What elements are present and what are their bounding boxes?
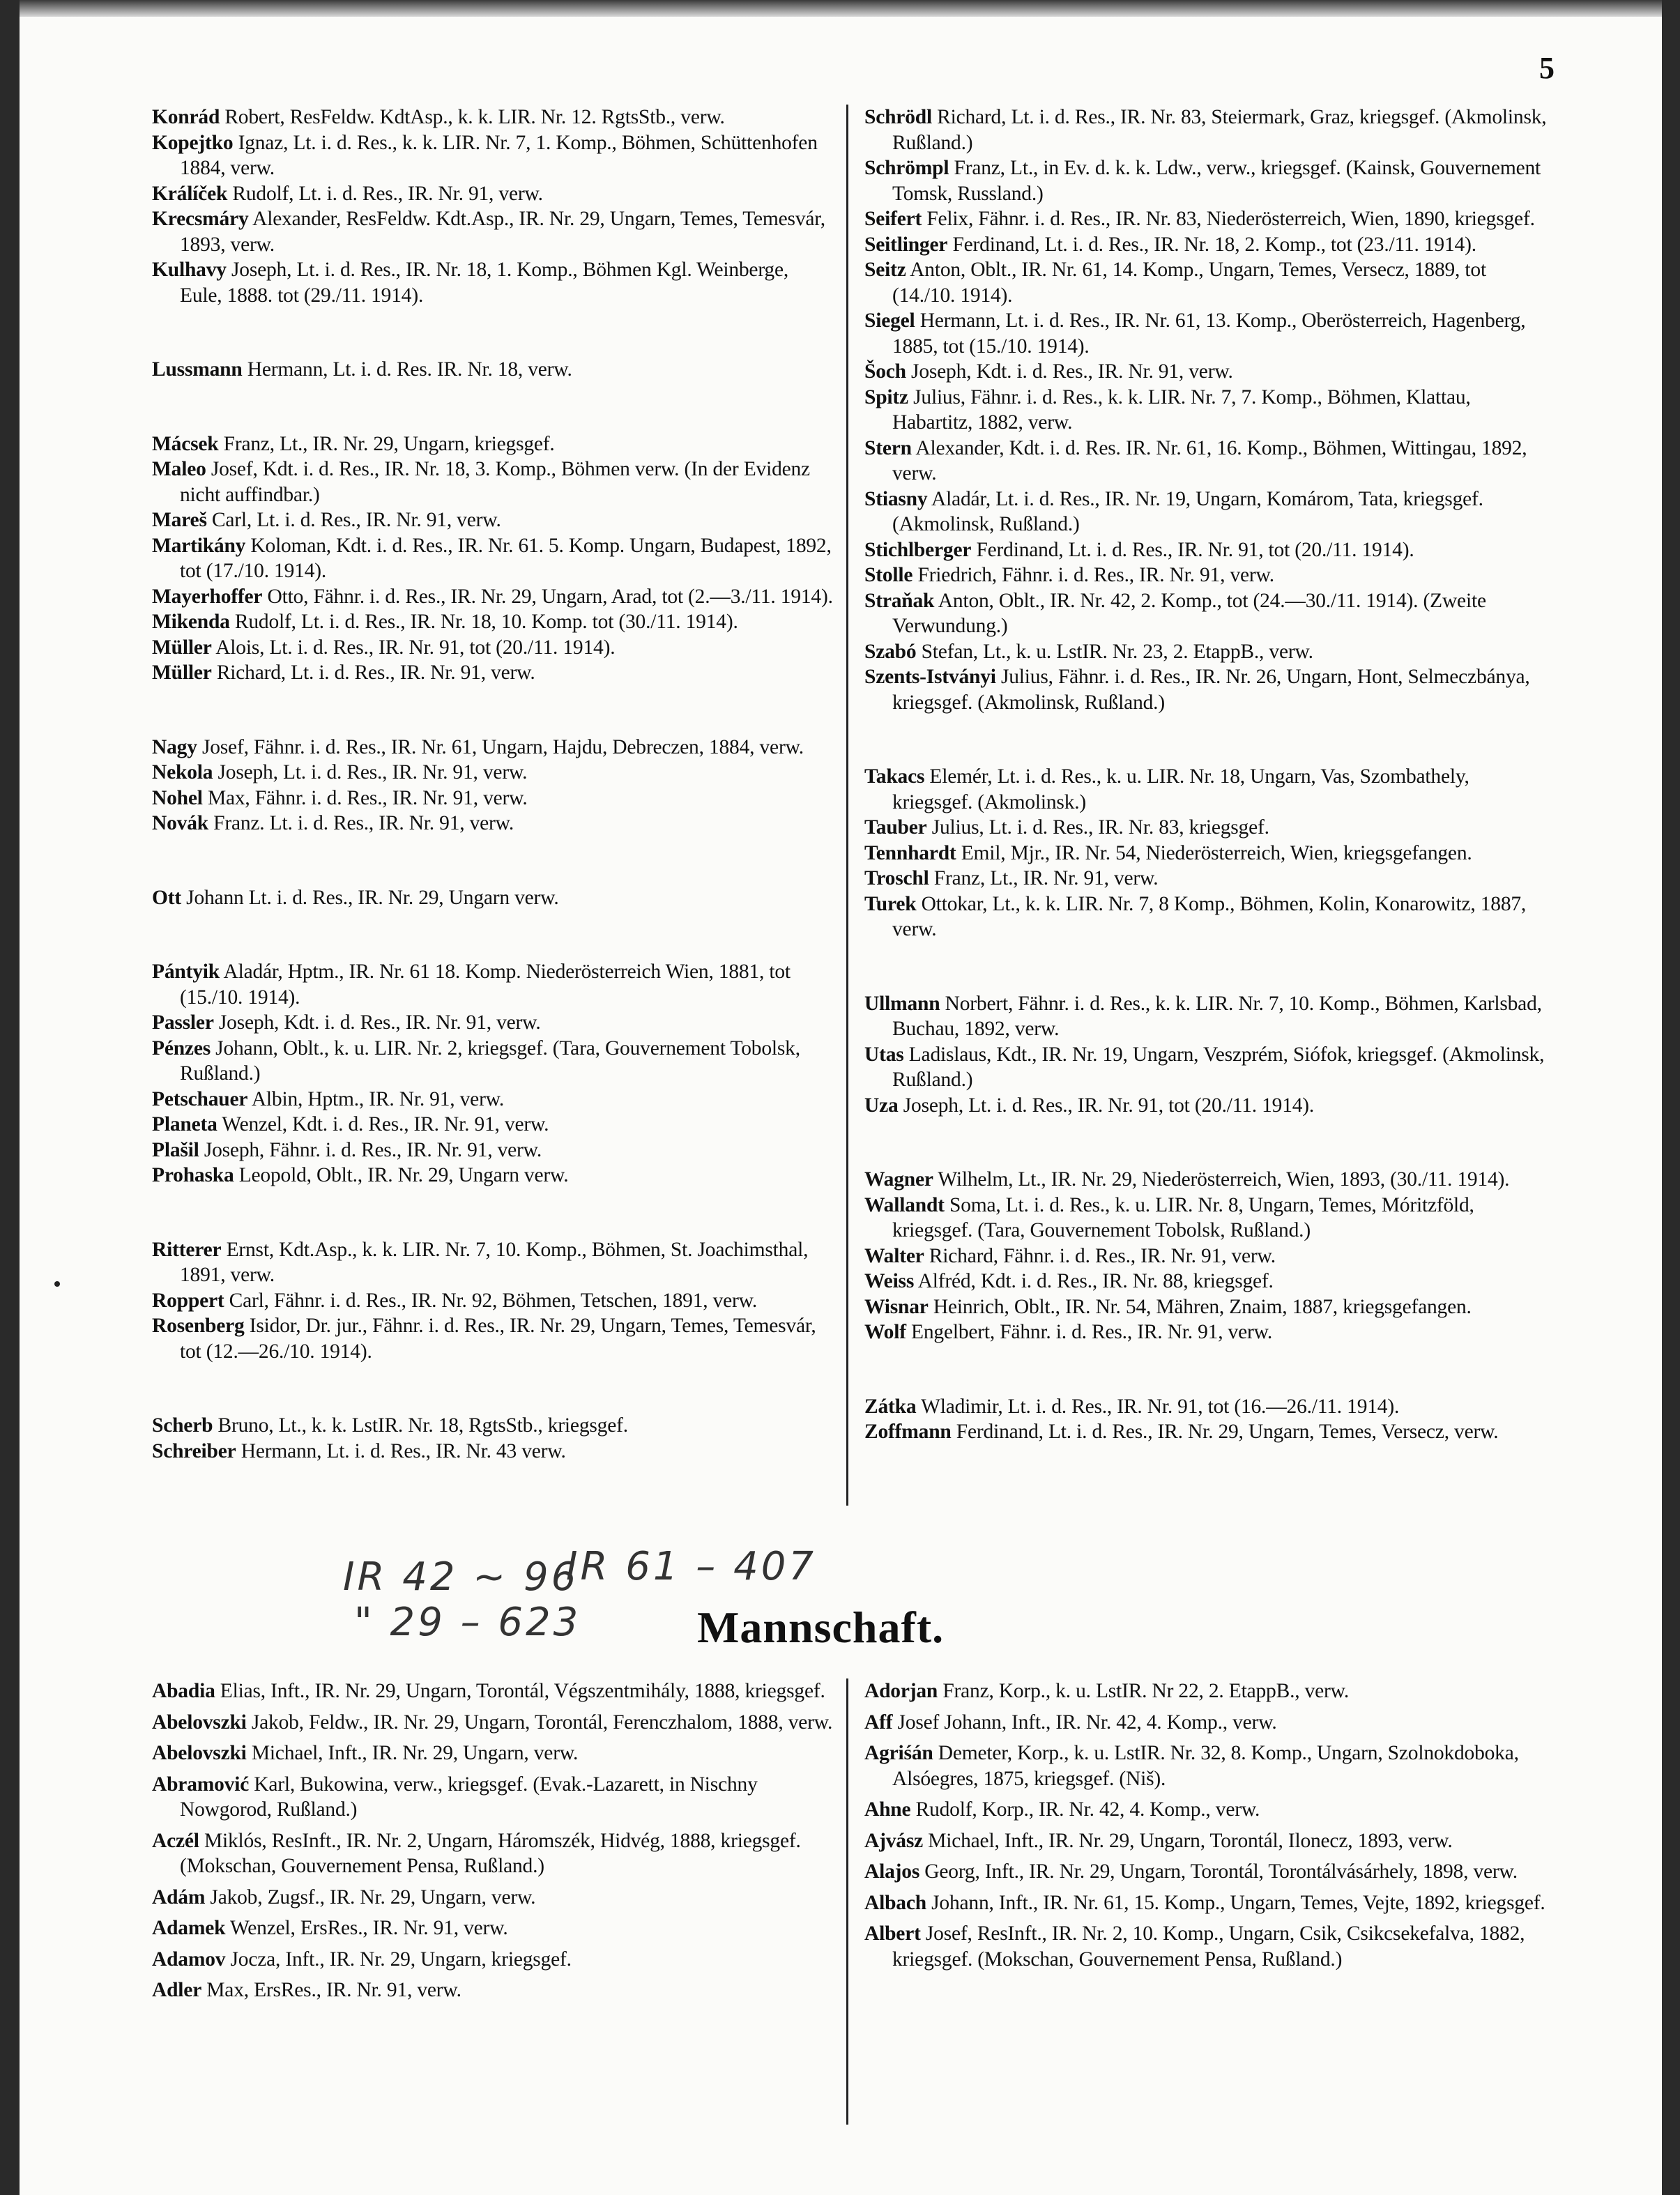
entry-surname: Novák	[152, 812, 208, 834]
entry-surname: Aff	[864, 1711, 893, 1734]
entry-details: Hermann, Lt. i. d. Res., IR. Nr. 43 verw.	[236, 1439, 566, 1462]
entry-details: Franz, Lt., IR. Nr. 29, Ungarn, kriegsgef.	[218, 432, 555, 455]
list-entry	[152, 105, 835, 130]
list-entry	[864, 1678, 1548, 1704]
list-entry	[864, 841, 1548, 866]
list-entry	[864, 385, 1548, 436]
list-entry	[864, 1859, 1548, 1885]
list-entry	[152, 1036, 835, 1087]
list-entry	[152, 1163, 835, 1188]
entry-details: Carl, Fähnr. i. d. Res., IR. Nr. 92, Böhmen, Tetschen, 1891, verw.	[224, 1289, 758, 1312]
scan-edge-left	[0, 0, 20, 2195]
entry-details: Josef Johann, Inft., IR. Nr. 42, 4. Komp., verw.	[892, 1711, 1277, 1734]
entry-spacer	[152, 1823, 835, 1828]
entry-details: Norbert, Fähnr. i. d. Res., k. k. LIR. Nr. 7, 10. Komp., Böhmen, Karlsbad, Buchau, 1892, verw.	[892, 992, 1542, 1040]
entry-surname: Abelovszki	[152, 1711, 247, 1734]
entry-details: Aladár, Hptm., IR. Nr. 61 18. Komp. Niederösterreich Wien, 1881, tot (15./10. 1914).	[180, 961, 791, 1009]
entry-surname: Müller	[152, 636, 212, 659]
entry-surname: Maleo	[152, 458, 206, 480]
list-entry	[152, 1138, 835, 1163]
entry-surname: Seifert	[864, 208, 922, 230]
list-entry	[152, 1413, 835, 1439]
list-entry	[864, 436, 1548, 487]
list-entry	[152, 1772, 835, 1823]
handwritten-note-2: IR 61 – 407	[566, 1544, 816, 1589]
entry-details: Franz, Korp., k. u. LstIR. Nr 22, 2. EtappB., verw.	[938, 1680, 1350, 1702]
entry-surname: Ajvász	[864, 1829, 924, 1852]
entry-surname: Abadia	[152, 1680, 215, 1702]
entry-details: Felix, Fähnr. i. d. Res., IR. Nr. 83, Niederösterreich, Wien, 1890, kriegsgef.	[922, 208, 1535, 230]
entry-gap	[152, 1364, 835, 1413]
list-entry	[152, 1112, 835, 1138]
entry-surname: Mayerhoffer	[152, 585, 263, 608]
entry-spacer	[152, 1972, 835, 1978]
entry-surname: Ott	[152, 886, 181, 909]
entry-surname: Wagner	[864, 1168, 933, 1191]
entry-details: Anton, Oblt., IR. Nr. 61, 14. Komp., Ungarn, Temes, Versecz, 1889, tot (14./10. 1914).	[892, 259, 1486, 307]
entry-details: Friedrich, Fähnr. i. d. Res., IR. Nr. 91, verw.	[912, 564, 1274, 586]
list-entry	[864, 639, 1548, 665]
list-entry	[152, 457, 835, 507]
list-entry	[152, 811, 835, 836]
entry-surname: Krecsmáry	[152, 208, 249, 230]
entry-details: Demeter, Korp., k. u. LstIR. Nr. 32, 8. Komp., Ungarn, Szolnokdoboka, Alsóegres, 1875, kriegsgef. (Niš).	[892, 1742, 1519, 1790]
entry-details: Ladislaus, Kdt., IR. Nr. 19, Ungarn, Veszprém, Siófok, kriegsgef. (Akmolinsk, Rußland.)	[892, 1043, 1545, 1091]
entry-surname: Mareš	[152, 509, 207, 531]
entry-surname: Wallandt	[864, 1193, 945, 1216]
entry-surname: Nekola	[152, 761, 213, 783]
entry-details: Anton, Oblt., IR. Nr. 42, 2. Komp., tot (24.—30./11. 1914). (Zweite Verwundung.)	[892, 589, 1486, 637]
entry-spacer	[864, 1735, 1548, 1741]
entry-surname: Abramović	[152, 1773, 250, 1796]
list-entry	[152, 1741, 835, 1766]
entry-details: Richard, Fähnr. i. d. Res., IR. Nr. 91, verw.	[924, 1244, 1276, 1267]
entry-surname: Mikenda	[152, 611, 230, 633]
entry-details: Franz, Lt., in Ev. d. k. k. Ldw., verw., kriegsgef. (Kainsk, Gouvernement Tomsk, Russland.)	[892, 157, 1541, 205]
officers-list-left	[152, 105, 835, 1464]
entry-gap	[152, 1188, 835, 1237]
entry-details: Rudolf, Lt. i. d. Res., IR. Nr. 18, 10. Komp. tot (30./11. 1914).	[229, 611, 738, 633]
list-entry	[864, 487, 1548, 537]
entry-details: Josef, Fähnr. i. d. Res., IR. Nr. 61, Ungarn, Hajdu, Debreczen, 1884, verw.	[197, 735, 804, 758]
entry-gap	[864, 715, 1548, 764]
entry-details: Max, Fähnr. i. d. Res., IR. Nr. 91, verw.	[202, 786, 528, 809]
list-entry	[864, 1710, 1548, 1736]
entry-details: Hermann, Lt. i. d. Res., IR. Nr. 61, 13. Komp., Oberösterreich, Hagenberg, 1885, tot (15./10. 1914).	[892, 309, 1526, 358]
list-entry	[152, 660, 835, 686]
entry-surname: Stern	[864, 436, 912, 459]
entry-details: Joseph, Lt. i. d. Res., IR. Nr. 91, tot (20./11. 1914).	[898, 1094, 1315, 1117]
list-entry	[152, 431, 835, 457]
entry-surname: Alajos	[864, 1860, 920, 1883]
section-title-mannschaft: Mannschaft.	[697, 1603, 945, 1652]
entry-details: Alexander, Kdt. i. d. Res. IR. Nr. 61, 16. Komp., Böhmen, Wittingau, 1892, verw.	[892, 436, 1527, 484]
list-entry	[152, 1915, 835, 1941]
entry-spacer	[152, 1879, 835, 1885]
entry-surname: Roppert	[152, 1289, 224, 1312]
entry-surname: Kulhavy	[152, 259, 227, 281]
entry-surname: Tennhardt	[864, 841, 956, 864]
entry-surname: Konrád	[152, 106, 220, 128]
mannschaft-list-left	[152, 1678, 835, 2009]
entry-surname: Walter	[864, 1244, 924, 1267]
entry-details: Emil, Mjr., IR. Nr. 54, Niederösterreich, Wien, kriegsgefangen.	[956, 841, 1472, 864]
entry-gap	[152, 686, 835, 735]
entry-details: Alfréd, Kdt. i. d. Res., IR. Nr. 88, kriegsgef.	[914, 1270, 1274, 1292]
entry-gap	[152, 383, 835, 431]
entry-surname: Kopejtko	[152, 131, 234, 154]
entry-surname: Straňak	[864, 589, 935, 612]
list-entry	[864, 1093, 1548, 1119]
list-entry	[864, 308, 1548, 359]
entry-surname: Nohel	[152, 786, 203, 809]
entry-details: Georg, Inft., IR. Nr. 29, Ungarn, Torontál, Torontálvásárhely, 1898, verw.	[919, 1860, 1518, 1883]
list-entry	[152, 507, 835, 533]
entry-details: Ferdinand, Lt. i. d. Res., IR. Nr. 18, 2. Komp., tot (23./11. 1914).	[947, 233, 1476, 256]
page-number: 5	[1539, 51, 1555, 85]
entry-surname: Martikány	[152, 534, 246, 557]
entry-surname: Passler	[152, 1011, 214, 1034]
entry-surname: Šoch	[864, 360, 906, 383]
list-entry	[152, 735, 835, 760]
entry-details: Rudolf, Lt. i. d. Res., IR. Nr. 91, verw.	[227, 182, 543, 205]
entry-surname: Utas	[864, 1043, 904, 1066]
scan-edge-top	[0, 0, 1680, 17]
entry-details: Julius, Lt. i. d. Res., IR. Nr. 83, kriegsgef.	[926, 816, 1269, 839]
entry-details: Franz, Lt., IR. Nr. 91, verw.	[929, 867, 1159, 889]
entry-spacer	[864, 1791, 1548, 1797]
list-entry	[152, 1237, 835, 1288]
list-entry	[864, 866, 1548, 892]
list-entry	[864, 1828, 1548, 1854]
column-divider-top	[846, 105, 848, 1506]
entry-details: Bruno, Lt., k. k. LstIR. Nr. 18, RgtsStb., kriegsgef.	[213, 1414, 628, 1437]
entry-surname: Plašil	[152, 1138, 199, 1161]
entry-surname: Rosenberg	[152, 1315, 245, 1337]
list-entry	[864, 537, 1548, 563]
entry-surname: Turek	[864, 892, 917, 915]
entry-surname: Ahne	[864, 1798, 911, 1821]
entry-details: Michael, Inft., IR. Nr. 29, Ungarn, verw.	[246, 1742, 579, 1764]
entry-surname: Szabó	[864, 640, 917, 663]
entry-surname: Uza	[864, 1094, 899, 1117]
list-entry	[152, 1978, 835, 2003]
list-entry	[152, 1828, 835, 1879]
list-entry	[864, 1244, 1548, 1269]
entry-gap	[152, 910, 835, 959]
entry-details: Wilhelm, Lt., IR. Nr. 29, Niederösterreich, Wien, 1893, (30./11. 1914).	[933, 1168, 1510, 1191]
list-entry	[152, 130, 835, 181]
entry-surname: Agriśán	[864, 1742, 933, 1764]
list-entry	[152, 1678, 835, 1704]
entry-surname: Petschauer	[152, 1087, 248, 1110]
list-entry	[152, 1710, 835, 1736]
list-entry	[864, 1193, 1548, 1244]
list-entry	[152, 1947, 835, 1973]
column-divider-bottom	[846, 1678, 848, 2125]
entry-surname: Prohaska	[152, 1164, 234, 1186]
entry-details: Karl, Bukowina, verw., kriegsgef. (Evak.-Lazarett, in Nischny Nowgorod, Rußland.)	[180, 1773, 758, 1821]
entry-details: Rudolf, Korp., IR. Nr. 42, 4. Komp., verw.	[910, 1798, 1260, 1821]
entry-details: Richard, Lt. i. d. Res., IR. Nr. 83, Steiermark, Graz, kriegsgef. (Akmolinsk, Rußland.)	[892, 106, 1547, 154]
list-entry	[864, 1320, 1548, 1345]
list-entry	[864, 1921, 1548, 1972]
entry-surname: Müller	[152, 661, 212, 684]
entry-details: Jakob, Zugsf., IR. Nr. 29, Ungarn, verw.	[205, 1886, 536, 1909]
entry-details: Julius, Fähnr. i. d. Res., IR. Nr. 26, Ungarn, Hont, Selmeczbánya, kriegsgef. (Akmolinsk, Rußland.)	[892, 666, 1530, 714]
entry-surname: Schreiber	[152, 1439, 236, 1462]
entry-surname: Pénzes	[152, 1037, 211, 1060]
entry-gap	[864, 1118, 1548, 1167]
entry-details: Albin, Hptm., IR. Nr. 91, verw.	[247, 1087, 505, 1110]
entry-spacer	[152, 1704, 835, 1710]
entry-spacer	[864, 1823, 1548, 1828]
list-entry	[152, 609, 835, 635]
officers-list-right	[864, 105, 1548, 1445]
list-entry	[864, 991, 1548, 1042]
handwritten-note-3: " 29 – 623	[354, 1600, 581, 1645]
entry-details: Engelbert, Fähnr. i. d. Res., IR. Nr. 91, verw.	[906, 1321, 1272, 1343]
list-entry	[152, 357, 835, 383]
list-entry	[152, 1885, 835, 1911]
entry-spacer	[152, 1735, 835, 1741]
entry-details: Otto, Fähnr. i. d. Res., IR. Nr. 29, Ungarn, Arad, tot (2.—3./11. 1914).	[262, 585, 833, 608]
entry-details: Jocza, Inft., IR. Nr. 29, Ungarn, kriegsgef.	[225, 1948, 572, 1971]
list-entry	[152, 181, 835, 207]
entry-details: Michael, Inft., IR. Nr. 29, Ungarn, Torontál, Ilonecz, 1893, verw.	[923, 1829, 1453, 1852]
entry-details: Alexander, ResFeldw. Kdt.Asp., IR. Nr. 29, Ungarn, Temes, Temesvár, 1893, verw.	[180, 208, 825, 256]
entry-details: Johann, Inft., IR. Nr. 61, 15. Komp., Ungarn, Temes, Vejte, 1892, kriegsgef.	[926, 1891, 1545, 1914]
entry-surname: Wisnar	[864, 1295, 929, 1318]
handwritten-note-1: IR 42 ~ 96	[343, 1554, 579, 1600]
entry-details: Elemér, Lt. i. d. Res., k. u. LIR. Nr. 18, Ungarn, Vas, Szombathely, kriegsgef. (Akmolinsk.)	[892, 765, 1469, 813]
list-entry	[864, 232, 1548, 258]
entry-details: Soma, Lt. i. d. Res., k. u. LIR. Nr. 8, Ungarn, Temes, Móritzföld, kriegsgef. (Tara, Gouvernement Tobolsk, Rußland.)	[892, 1193, 1474, 1241]
list-entry	[152, 760, 835, 786]
entry-details: Stefan, Lt., k. u. LstIR. Nr. 23, 2. EtappB., verw.	[916, 640, 1313, 663]
entry-details: Alois, Lt. i. d. Res., IR. Nr. 91, tot (20./11. 1914).	[211, 636, 616, 659]
entry-details: Ernst, Kdt.Asp., k. k. LIR. Nr. 7, 10. Komp., Böhmen, St. Joachimsthal, 1891, verw.	[180, 1238, 809, 1286]
entry-details: Joseph, Lt. i. d. Res., IR. Nr. 91, verw.	[213, 761, 528, 783]
entry-details: Robert, ResFeldw. KdtAsp., k. k. LIR. Nr. 12. RgtsStb., verw.	[220, 106, 725, 128]
entry-surname: Spitz	[864, 385, 908, 408]
list-entry	[864, 588, 1548, 639]
list-entry	[864, 815, 1548, 841]
list-entry	[152, 257, 835, 308]
entry-surname: Szents-Istványi	[864, 666, 996, 688]
entry-gap	[152, 308, 835, 357]
scan-speck	[54, 1281, 60, 1287]
list-entry	[152, 1313, 835, 1364]
entry-details: Ferdinand, Lt. i. d. Res., IR. Nr. 91, tot (20./11. 1914).	[971, 538, 1414, 561]
entry-surname: Zátka	[864, 1395, 917, 1418]
entry-surname: Aczél	[152, 1829, 199, 1852]
entry-details: Franz. Lt. i. d. Res., IR. Nr. 91, verw.	[208, 812, 514, 834]
list-entry	[864, 1419, 1548, 1445]
entry-surname: Seitz	[864, 259, 906, 281]
entry-details: Aladár, Lt. i. d. Res., IR. Nr. 19, Ungarn, Komárom, Tata, kriegsgef. (Akmolinsk, Rußland.)	[892, 487, 1483, 535]
entry-surname: Troschl	[864, 867, 929, 889]
entry-details: Leopold, Oblt., IR. Nr. 29, Ungarn verw.	[234, 1164, 569, 1186]
entry-surname: Takacs	[864, 765, 925, 788]
list-entry	[152, 1439, 835, 1464]
list-entry	[864, 664, 1548, 715]
list-entry	[152, 533, 835, 584]
entry-details: Ignaz, Lt. i. d. Res., k. k. LIR. Nr. 7, 1. Komp., Böhmen, Schüttenhofen 1884, verw.	[180, 131, 818, 179]
entry-surname: Albach	[864, 1891, 926, 1914]
entry-surname: Nagy	[152, 735, 197, 758]
list-entry	[864, 1797, 1548, 1823]
entry-spacer	[152, 1766, 835, 1772]
entry-details: Isidor, Dr. jur., Fähnr. i. d. Res., IR. Nr. 29, Ungarn, Temes, Temesvár, tot (12.—26./10. 1914).	[180, 1315, 816, 1363]
entry-spacer	[864, 1915, 1548, 1921]
entry-surname: Weiss	[864, 1270, 915, 1292]
entry-details: Joseph, Kdt. i. d. Res., IR. Nr. 91, verw.	[906, 360, 1233, 383]
list-entry	[864, 1890, 1548, 1916]
entry-details: Richard, Lt. i. d. Res., IR. Nr. 91, verw.	[211, 661, 535, 684]
list-entry	[864, 1294, 1548, 1320]
mannschaft-list-right	[864, 1678, 1548, 1978]
list-entry	[864, 206, 1548, 232]
entry-details: Max, ErsRes., IR. Nr. 91, verw.	[201, 1979, 461, 2001]
entry-surname: Králíček	[152, 182, 228, 205]
entry-surname: Adorjan	[864, 1680, 938, 1702]
entry-surname: Schrömpl	[864, 157, 949, 179]
list-entry	[864, 563, 1548, 588]
list-entry	[864, 1042, 1548, 1093]
entry-spacer	[152, 1910, 835, 1915]
entry-surname: Albert	[864, 1922, 921, 1945]
list-entry	[152, 635, 835, 661]
entry-details: Carl, Lt. i. d. Res., IR. Nr. 91, verw.	[206, 509, 501, 531]
entry-details: Julius, Fähnr. i. d. Res., k. k. LIR. Nr. 7, 7. Komp., Böhmen, Klattau, Habartitz, 1882, verw.	[892, 385, 1471, 434]
list-entry	[152, 786, 835, 811]
list-entry	[152, 959, 835, 1010]
entry-details: Wenzel, Kdt. i. d. Res., IR. Nr. 91, verw.	[217, 1113, 549, 1135]
entry-surname: Schrödl	[864, 106, 932, 128]
entry-details: Hermann, Lt. i. d. Res. IR. Nr. 18, verw.	[242, 358, 572, 381]
entry-surname: Adám	[152, 1886, 206, 1909]
list-entry	[864, 105, 1548, 155]
entry-details: Joseph, Kdt. i. d. Res., IR. Nr. 91, verw.	[213, 1011, 541, 1034]
entry-details: Joseph, Fähnr. i. d. Res., IR. Nr. 91, verw.	[199, 1138, 542, 1161]
list-entry	[864, 1394, 1548, 1420]
entry-details: Josef, Kdt. i. d. Res., IR. Nr. 18, 3. Komp., Böhmen verw. (In der Evidenz nicht auffindbar.)	[180, 458, 810, 506]
entry-surname: Adamov	[152, 1948, 226, 1971]
entry-surname: Adler	[152, 1979, 202, 2001]
entry-spacer	[152, 2003, 835, 2009]
entry-details: Miklós, ResInft., IR. Nr. 2, Ungarn, Háromszék, Hidvég, 1888, kriegsgef. (Mokschan, Gouvernement Pensa, Rußland.)	[180, 1829, 801, 1877]
list-entry	[864, 1167, 1548, 1193]
entry-surname: Stolle	[864, 564, 913, 586]
entry-details: Elias, Inft., IR. Nr. 29, Ungarn, Torontál, Végszentmihály, 1888, kriegsgef.	[215, 1680, 825, 1702]
entry-surname: Stiasny	[864, 487, 928, 510]
list-entry	[152, 885, 835, 911]
entry-details: Wladimir, Lt. i. d. Res., IR. Nr. 91, tot (16.—26./11. 1914).	[916, 1395, 1400, 1418]
entry-details: Johann Lt. i. d. Res., IR. Nr. 29, Ungarn verw.	[181, 886, 559, 909]
entry-spacer	[864, 1972, 1548, 1978]
entry-surname: Tauber	[864, 816, 927, 839]
list-entry	[152, 206, 835, 257]
list-entry	[864, 764, 1548, 815]
entry-details: Ottokar, Lt., k. k. LIR. Nr. 7, 8 Komp., Böhmen, Kolin, Konarowitz, 1887, verw.	[892, 892, 1527, 940]
entry-surname: Abelovszki	[152, 1742, 247, 1764]
entry-surname: Wolf	[864, 1321, 906, 1343]
entry-details: Johann, Oblt., k. u. LIR. Nr. 2, kriegsgef. (Tara, Gouvernement Tobolsk, Rußland.)	[180, 1037, 800, 1085]
entry-gap	[864, 942, 1548, 991]
entry-surname: Ullmann	[864, 992, 940, 1015]
list-entry	[152, 584, 835, 610]
entry-surname: Seitlinger	[864, 233, 948, 256]
list-entry	[864, 155, 1548, 206]
entry-details: Ferdinand, Lt. i. d. Res., IR. Nr. 29, Ungarn, Temes, Versecz, verw.	[951, 1421, 1499, 1443]
entry-surname: Zoffmann	[864, 1421, 952, 1443]
list-entry	[864, 1741, 1548, 1791]
list-entry	[864, 892, 1548, 942]
entry-details: Joseph, Lt. i. d. Res., IR. Nr. 18, 1. Komp., Böhmen Kgl. Weinberge, Eule, 1888. tot (29./11. 1914).	[180, 259, 789, 307]
entry-surname: Planeta	[152, 1113, 217, 1135]
entry-details: Jakob, Feldw., IR. Nr. 29, Ungarn, Torontál, Ferenczhalom, 1888, verw.	[246, 1711, 833, 1734]
entry-surname: Scherb	[152, 1414, 213, 1437]
entry-surname: Lussmann	[152, 358, 243, 381]
list-entry	[152, 1288, 835, 1314]
entry-gap	[864, 1345, 1548, 1394]
list-entry	[152, 1010, 835, 1036]
entry-details: Koloman, Kdt. i. d. Res., IR. Nr. 61. 5. Komp. Ungarn, Budapest, 1892, tot (17./10. 1914).	[180, 534, 832, 582]
entry-surname: Adamek	[152, 1917, 226, 1939]
entry-details: Heinrich, Oblt., IR. Nr. 54, Mähren, Znaim, 1887, kriegsgefangen.	[928, 1295, 1472, 1318]
list-entry	[864, 257, 1548, 308]
list-entry	[864, 1269, 1548, 1294]
list-entry	[152, 1087, 835, 1112]
entry-details: Josef, ResInft., IR. Nr. 2, 10. Komp., Ungarn, Csik, Csikcsekefalva, 1882, kriegsgef. (Mokschan, Gouvernement Pensa, Rußland.)	[892, 1922, 1525, 1971]
entry-spacer	[864, 1885, 1548, 1890]
entry-surname: Siegel	[864, 309, 915, 332]
entry-spacer	[864, 1853, 1548, 1859]
entry-gap	[152, 836, 835, 885]
entry-details: Wenzel, ErsRes., IR. Nr. 91, verw.	[225, 1917, 508, 1939]
entry-spacer	[152, 1941, 835, 1947]
scan-edge-right	[1662, 0, 1680, 2195]
entry-surname: Ritterer	[152, 1238, 222, 1261]
entry-surname: Mácsek	[152, 432, 219, 455]
list-entry	[864, 359, 1548, 385]
entry-spacer	[864, 1704, 1548, 1710]
entry-surname: Pántyik	[152, 961, 220, 983]
entry-surname: Stichlberger	[864, 538, 972, 561]
